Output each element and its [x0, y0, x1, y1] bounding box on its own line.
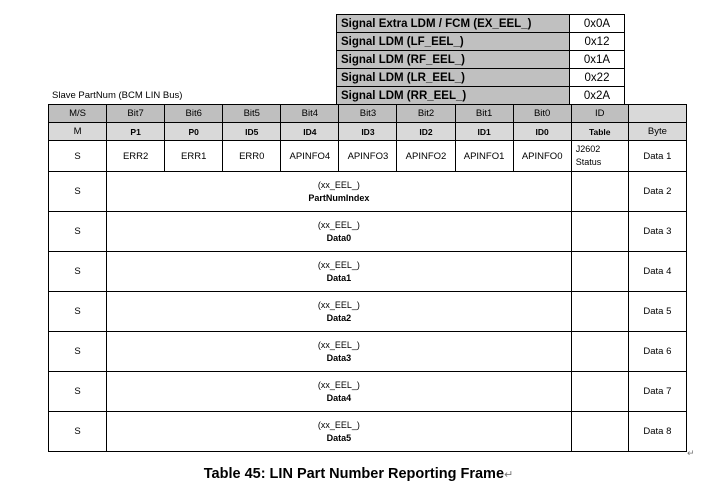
merged-data-cell	[107, 412, 572, 452]
table-row	[49, 252, 687, 292]
row-empty	[571, 332, 628, 372]
signal-name: Signal Extra LDM / FCM (EX_EEL_)	[337, 15, 570, 33]
return-mark: ↵	[687, 448, 695, 458]
subheader-field: ID2	[397, 123, 455, 141]
data-name: Data0	[326, 232, 352, 243]
status-line: J2602	[575, 144, 601, 154]
header-bit: Bit7	[107, 105, 165, 123]
table-caption	[0, 466, 717, 482]
signal-id: 0x1A	[570, 51, 625, 69]
row-byte: Data 8	[628, 412, 686, 452]
table-row	[49, 292, 687, 332]
row-cell: ERR2	[107, 141, 165, 172]
signal-name: Signal LDM (RR_EEL_)	[337, 87, 570, 105]
table-row	[49, 141, 687, 172]
signal-prefix: (xx_EEL_)	[317, 259, 360, 270]
table-row	[49, 412, 687, 452]
signal-row	[337, 69, 625, 87]
row-cell: ERR1	[165, 141, 223, 172]
signal-id: 0x2A	[570, 87, 625, 105]
signal-prefix: (xx_EEL_)	[317, 419, 360, 430]
signal-prefix: (xx_EEL_)	[317, 179, 360, 190]
header-ms: M/S	[49, 105, 107, 123]
row-cell: APINFO4	[281, 141, 339, 172]
signal-row	[337, 51, 625, 69]
header-bit: Bit4	[281, 105, 339, 123]
row-byte: Data 6	[628, 332, 686, 372]
row-empty	[571, 372, 628, 412]
row-byte: Data 1	[628, 141, 686, 172]
merged-data-cell	[107, 212, 572, 252]
header-bit: Bit5	[223, 105, 281, 123]
merged-data-cell	[107, 372, 572, 412]
subheader-field: ID4	[281, 123, 339, 141]
header-bit: Bit2	[397, 105, 455, 123]
subheader-field: ID5	[223, 123, 281, 141]
row-cell: APINFO1	[455, 141, 513, 172]
row-cell: APINFO3	[339, 141, 397, 172]
row-byte: Data 5	[628, 292, 686, 332]
signal-id: 0x22	[570, 69, 625, 87]
signal-name: Signal LDM (LF_EEL_)	[337, 33, 570, 51]
header-bit: Bit6	[165, 105, 223, 123]
row-ms: S	[49, 252, 107, 292]
merged-data-cell	[107, 292, 572, 332]
table-row	[49, 212, 687, 252]
merged-data-cell	[107, 332, 572, 372]
subheader-table: Table	[571, 123, 628, 141]
row-byte: Data 7	[628, 372, 686, 412]
header-id: ID	[571, 105, 628, 123]
header-bit: Bit1	[455, 105, 513, 123]
data-name: PartNumIndex	[308, 192, 370, 203]
table-row	[49, 172, 687, 212]
subheader-field: ID0	[513, 123, 571, 141]
row-byte: Data 4	[628, 252, 686, 292]
status-cell	[571, 141, 628, 172]
header-row	[49, 105, 687, 123]
paragraph-mark: ↵	[504, 469, 514, 481]
subheader-field: ID3	[339, 123, 397, 141]
signal-id: 0x0A	[570, 15, 625, 33]
signal-prefix: (xx_EEL_)	[317, 339, 360, 350]
subheader-field: P1	[107, 123, 165, 141]
signal-row	[337, 87, 625, 105]
data-name: Data2	[326, 312, 352, 323]
signal-name: Signal LDM (RF_EEL_)	[337, 51, 570, 69]
data-name: Data3	[326, 352, 352, 363]
row-ms: S	[49, 332, 107, 372]
subheader-field: ID1	[455, 123, 513, 141]
lin-frame-table	[48, 104, 687, 452]
signal-id-table	[336, 14, 625, 105]
data-name: Data4	[326, 392, 352, 403]
row-ms: S	[49, 141, 107, 172]
merged-data-cell	[107, 252, 572, 292]
data-name: Data5	[326, 432, 352, 443]
row-ms: S	[49, 412, 107, 452]
row-ms: S	[49, 212, 107, 252]
status-line: Status	[575, 157, 602, 167]
caption-text: Table 45: LIN Part Number Reporting Frame	[203, 466, 505, 482]
row-byte: Data 3	[628, 212, 686, 252]
header-bit: Bit0	[513, 105, 571, 123]
signal-row	[337, 33, 625, 51]
row-ms: S	[49, 292, 107, 332]
row-empty	[571, 172, 628, 212]
header-bit: Bit3	[339, 105, 397, 123]
table-row	[49, 332, 687, 372]
header-blank	[628, 105, 686, 123]
row-ms: S	[49, 372, 107, 412]
row-empty	[571, 412, 628, 452]
subheader-ms: M	[49, 123, 107, 141]
subheader-row	[49, 123, 687, 141]
signal-prefix: (xx_EEL_)	[317, 219, 360, 230]
signal-name: Signal LDM (LR_EEL_)	[337, 69, 570, 87]
row-byte: Data 2	[628, 172, 686, 212]
row-empty	[571, 212, 628, 252]
row-cell: ERR0	[223, 141, 281, 172]
row-ms: S	[49, 172, 107, 212]
merged-data-cell	[107, 172, 572, 212]
row-empty	[571, 292, 628, 332]
table-label: Slave PartNum (BCM LIN Bus)	[52, 90, 183, 101]
row-cell: APINFO0	[513, 141, 571, 172]
signal-prefix: (xx_EEL_)	[317, 379, 360, 390]
signal-row	[337, 15, 625, 33]
row-empty	[571, 252, 628, 292]
signal-id: 0x12	[570, 33, 625, 51]
signal-prefix: (xx_EEL_)	[317, 299, 360, 310]
subheader-field: P0	[165, 123, 223, 141]
data-name: Data1	[326, 272, 352, 283]
subheader-byte: Byte	[628, 123, 686, 141]
table-row	[49, 372, 687, 412]
row-cell: APINFO2	[397, 141, 455, 172]
